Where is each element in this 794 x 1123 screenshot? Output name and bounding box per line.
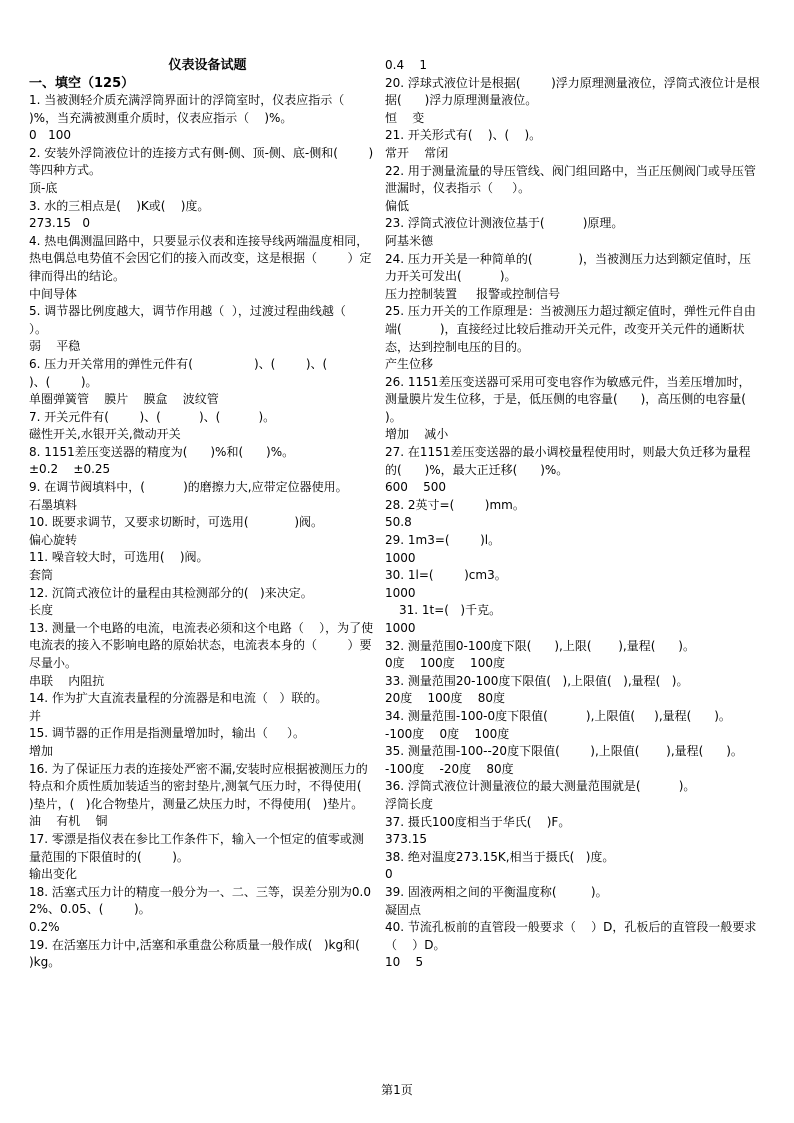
answer-text: 0度 100度 100度 — [385, 656, 505, 671]
question-text: 11. 噪音较大时，可选用( )阀。 — [29, 550, 209, 565]
answer-text: 凝固点 — [385, 902, 422, 917]
question-text: 1. 当被测轻介质充满浮筒界面计的浮筒室时，仪表应指示（ )%，当充满被测重介质时，仪表应指示（ )%。 — [29, 93, 360, 125]
question-text: 39. 固液两相之间的平衡温度称( )。 — [385, 884, 608, 899]
left-column — [29, 57, 374, 972]
question-text: 31. 1t=( )千克。 — [399, 603, 502, 618]
question-item — [385, 444, 762, 497]
question-text: 29. 1m3=( )l。 — [385, 533, 501, 548]
answer-text: 0.2% — [29, 919, 60, 934]
answer-text: 油 有机 铜 — [29, 814, 108, 829]
question-item — [385, 638, 762, 673]
answer-text: 1000 — [385, 550, 416, 565]
question-item — [29, 937, 374, 972]
question-text: 23. 浮筒式液位计测液位基于( )原理。 — [385, 216, 624, 231]
answer-text: 10 5 — [385, 955, 424, 970]
question-text: 37. 摄氏100度相当于华氏( )F。 — [385, 814, 571, 829]
question-text: 38. 绝对温度273.15K,相当于摄氏( )度。 — [385, 849, 615, 864]
question-item — [385, 127, 762, 162]
answer-text: 长度 — [29, 603, 54, 618]
question-text: 36. 浮筒式液位计测量液位的最大测量范围就是( )。 — [385, 779, 696, 794]
answer-text: 中间导体 — [29, 286, 78, 301]
left-question-list — [29, 92, 374, 972]
question-item — [29, 620, 374, 690]
question-item — [385, 778, 762, 813]
answer-text: 增加 减小 — [385, 427, 449, 442]
right-question-list — [385, 57, 762, 972]
question-item — [29, 303, 374, 356]
question-item — [29, 198, 374, 233]
question-item — [385, 743, 762, 778]
answer-text: 增加 — [29, 743, 54, 758]
question-text: 35. 测量范围-100--20度下限值( ),上限值( ),量程( )。 — [385, 744, 743, 759]
answer-text: 常开 常闭 — [385, 145, 449, 160]
answer-text: 浮筒长度 — [385, 796, 434, 811]
question-item — [385, 708, 762, 743]
answer-text: 0 — [385, 867, 393, 882]
question-item — [385, 532, 762, 567]
question-text: 27. 在1151差压变送器的最小调校量程使用时，则最大负迁移为量程的( )%，最大正迁移( )%。 — [385, 445, 751, 477]
page-title: 仪表设备试题 — [168, 58, 247, 73]
question-text: 12. 沉筒式液位计的量程由其检测部分的( )来决定。 — [29, 585, 313, 600]
question-text: 19. 在活塞压力计中,活塞和承重盘公称质量一般作成( )kg和( )kg。 — [29, 937, 372, 970]
question-item — [29, 356, 374, 409]
question-text: 10. 既要求调节，又要求切断时，可选用( )阀。 — [29, 515, 324, 530]
question-text: 32. 测量范围0-100度下限( ),上限( ),量程( )。 — [385, 638, 695, 653]
question-text: 22. 用于测量流量的导压管线、阀门组回路中，当正压侧阀门或导压管泄漏时，仪表指示（ ）。 — [385, 163, 756, 196]
question-item — [385, 374, 762, 444]
answer-text: 石墨填料 — [29, 497, 78, 512]
question-item — [385, 567, 762, 602]
question-item — [385, 251, 762, 304]
question-text: 20. 浮球式液位计是根据( )浮力原理测量液位，浮筒式液位计是根据( )浮力原理测量液位。 — [385, 75, 760, 108]
question-item — [385, 884, 762, 919]
question-item — [385, 163, 762, 216]
question-text: 24. 压力开关是一种简单的( )，当被测压力达到额定值时，压力开关可发出( )。 — [385, 251, 752, 284]
section-heading: 一、填空（125） — [29, 76, 135, 91]
answer-text: 阿基米德 — [385, 233, 434, 248]
answer-text: 偏低 — [385, 198, 410, 213]
question-text: 2. 安装外浮筒液位计的连接方式有侧-侧、顶-侧、底-侧和( )等四种方式。 — [29, 145, 374, 178]
question-item — [385, 673, 762, 708]
question-text: 5. 调节器比例度越大，调节作用越（ ），过渡过程曲线越（ ）。 — [29, 304, 362, 336]
question-item — [29, 690, 374, 725]
answer-text: 弱 平稳 — [29, 339, 81, 354]
answer-text: 恒 变 — [385, 110, 425, 125]
question-text: 28. 2英寸=( )mm。 — [385, 497, 525, 512]
question-item — [385, 303, 762, 373]
question-text: 34. 测量范围-100-0度下限值( ),上限值( ),量程( )。 — [385, 708, 731, 723]
question-text: 26. 1151差压变送器可采用可变电容作为敏感元件，当差压增加时，测量膜片发生位移，于是，低压侧的电容量( )，高压侧的电容量( )。 — [385, 374, 762, 424]
answer-text: 输出变化 — [29, 867, 78, 882]
question-item — [29, 761, 374, 831]
answer-text: 50.8 — [385, 515, 412, 530]
question-item — [29, 585, 374, 620]
answer-text: 并 — [29, 708, 42, 723]
answer-text: ±0.2 ±0.25 — [29, 462, 111, 477]
question-text: 21. 开关形式有( )、( )。 — [385, 128, 542, 143]
question-text: 33. 测量范围20-100度下限值( ),上限值( ),量程( )。 — [385, 673, 689, 688]
answer-text: 单圈弹簧管 膜片 膜盒 波纹管 — [29, 392, 219, 407]
answer-text: -100度 -20度 80度 — [385, 761, 514, 776]
question-item — [29, 145, 374, 198]
answer-text: 套筒 — [29, 568, 54, 583]
question-item — [29, 409, 374, 444]
question-text: 3. 水的三相点是( )K或( )度。 — [29, 198, 210, 213]
question-item — [29, 884, 374, 937]
question-text: 6. 压力开关常用的弹性元件有( )、( )、( )、( )。 — [29, 356, 358, 389]
question-text: 30. 1l=( )cm3。 — [385, 568, 507, 583]
question-text: 4. 热电偶测温回路中，只要显示仪表和连接导线两端温度相同，热电偶总电势值不会因它们的接入而改变，这是根据（ ）定律而得出的结论。 — [29, 233, 372, 283]
right-column — [385, 57, 762, 972]
page-number: 第1页 — [381, 1083, 413, 1097]
question-text: 15. 调节器的正作用是指测量增加时，输出（ ）。 — [29, 726, 305, 741]
question-text: 9. 在调节阀填料中，( )的磨擦力大,应带定位器使用。 — [29, 480, 348, 495]
question-item — [29, 514, 374, 549]
question-item — [385, 75, 762, 128]
question-item — [29, 549, 374, 584]
question-text: 25. 压力开关的工作原理是：当被测压力超过额定值时，弹性元件自由端( )，直接经过比较后推动开关元件，改变开关元件的通断状态，达到控制电压的目的。 — [385, 304, 756, 354]
question-text: 18. 活塞式压力计的精度一般分为一、二、三等，误差分别为0.02%、0.05、( )。 — [29, 884, 371, 917]
question-text: 14. 作为扩大直流表量程的分流器是和电流（ ）联的。 — [29, 691, 328, 706]
answer-text: 磁性开关,水银开关,微动开关 — [29, 427, 181, 442]
answer-text: 0.4 1 — [385, 58, 427, 72]
question-item — [29, 233, 374, 303]
answer-text: -100度 0度 100度 — [385, 726, 510, 741]
question-item — [385, 919, 762, 972]
answer-text: 产生位移 — [385, 357, 434, 372]
question-text: 16. 为了保证压力表的连接处严密不漏,安装时应根据被测压力的特点和介质性质加装适当的密封垫片,测氧气压力时，不得使用( )垫片，( )化合物垫片，测量乙炔压力时，不得使用( )垫片。 — [29, 761, 373, 811]
question-item — [385, 602, 762, 637]
answer-text: 20度 100度 80度 — [385, 691, 505, 706]
answer-text: 压力控制装置 报警或控制信号 — [385, 286, 561, 301]
question-item — [385, 814, 762, 849]
question-text: 7. 开关元件有( )、( )、( )。 — [29, 409, 276, 424]
question-item — [385, 215, 762, 250]
question-item — [29, 725, 374, 760]
answer-text: 1000 — [385, 621, 416, 635]
question-item — [29, 92, 374, 145]
question-item — [29, 479, 374, 514]
question-item — [385, 849, 762, 884]
answer-text: 顶-底 — [29, 180, 58, 195]
question-item — [29, 831, 374, 884]
answer-text: 1000 — [385, 585, 416, 600]
question-item — [385, 497, 762, 532]
answer-text: 串联 内阻抗 — [29, 673, 105, 688]
question-text: 8. 1151差压变送器的精度为( )%和( )%。 — [29, 444, 295, 459]
question-text: 13. 测量一个电路的电流，电流表必须和这个电路（ ），为了使电流表的接入不影响电路的原始状态，电流表本身的（ ）要尽量小。 — [29, 620, 374, 670]
answer-text: 273.15 0 — [29, 216, 91, 231]
answer-text: 0 100 — [29, 128, 71, 143]
question-text: 17. 零漂是指仪表在参比工作条件下，输入一个恒定的值零或测量范围的下限值时的( )。 — [29, 831, 364, 864]
answer-text: 600 500 — [385, 480, 447, 495]
answer-text: 偏心旋转 — [29, 532, 78, 547]
question-item — [29, 444, 374, 479]
question-item — [385, 57, 762, 75]
answer-text: 373.15 — [385, 832, 427, 847]
question-text: 40. 节流孔板前的直管段一般要求（ ）D，孔板后的直管段一般要求（ ）D。 — [385, 920, 757, 952]
